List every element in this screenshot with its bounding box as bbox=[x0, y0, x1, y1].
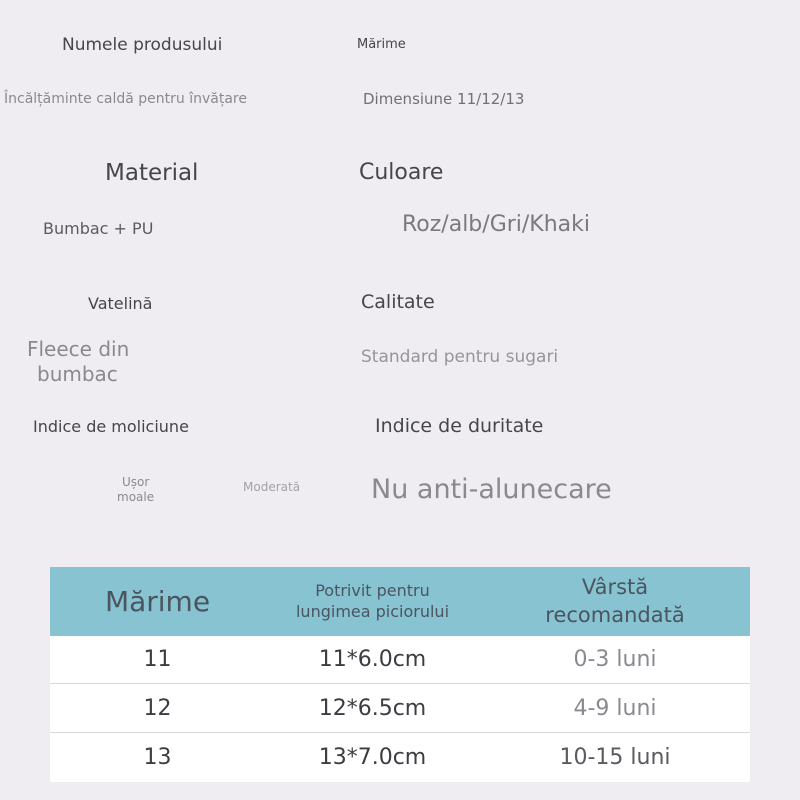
row-length: 13*7.0cm bbox=[265, 733, 480, 783]
header-size bbox=[50, 567, 265, 636]
header-fit-line1: Potrivit pentru bbox=[315, 580, 430, 600]
size-table-header-row bbox=[50, 567, 750, 636]
softness-value-line1: Ușor bbox=[122, 475, 150, 489]
softness-value-line2: moale bbox=[117, 490, 155, 504]
padding-value-line1: Fleece din bbox=[27, 337, 130, 361]
padding-label: Vatelină bbox=[88, 294, 153, 313]
softness-value-alt: Moderată bbox=[243, 480, 301, 494]
table-row bbox=[50, 636, 750, 684]
row-age: 0-3 luni bbox=[480, 636, 750, 684]
row-length: 12*6.5cm bbox=[265, 684, 480, 733]
row-age: 10-15 luni bbox=[480, 733, 750, 783]
header-age-line1: Vârstă bbox=[581, 575, 649, 600]
color-value: Roz/alb/Gri/Khaki bbox=[402, 212, 591, 237]
header-size-text: Mărime bbox=[104, 585, 211, 618]
header-age bbox=[480, 567, 750, 636]
product-name-label: Numele produsului bbox=[62, 35, 223, 55]
size-table bbox=[50, 567, 750, 782]
hardness-label: Indice de duritate bbox=[375, 415, 544, 437]
softness-label: Indice de moliciune bbox=[33, 417, 189, 436]
size-value: Dimensiune 11/12/13 bbox=[363, 90, 525, 108]
color-label: Culoare bbox=[359, 160, 444, 185]
row-age: 4-9 luni bbox=[480, 684, 750, 733]
header-age-line2: recomandată bbox=[545, 602, 685, 627]
row-length: 11*6.0cm bbox=[265, 636, 480, 684]
header-foot-length bbox=[265, 567, 480, 636]
size-label: Mărime bbox=[357, 37, 406, 52]
padding-value-line2: bumbac bbox=[37, 362, 118, 386]
hardness-value: Nu anti-alunecare bbox=[371, 474, 612, 505]
row-size: 13 bbox=[50, 733, 265, 783]
quality-value: Standard pentru sugari bbox=[361, 347, 559, 367]
row-size: 11 bbox=[50, 636, 265, 684]
table-row bbox=[50, 684, 750, 733]
table-row bbox=[50, 733, 750, 783]
material-value: Bumbac + PU bbox=[43, 219, 154, 238]
row-size: 12 bbox=[50, 684, 265, 733]
material-label: Material bbox=[105, 160, 199, 186]
quality-label: Calitate bbox=[361, 291, 435, 313]
header-fit-line2: lungimea piciorului bbox=[295, 601, 450, 621]
product-name-value: Încălțăminte caldă pentru învățare bbox=[4, 91, 247, 107]
